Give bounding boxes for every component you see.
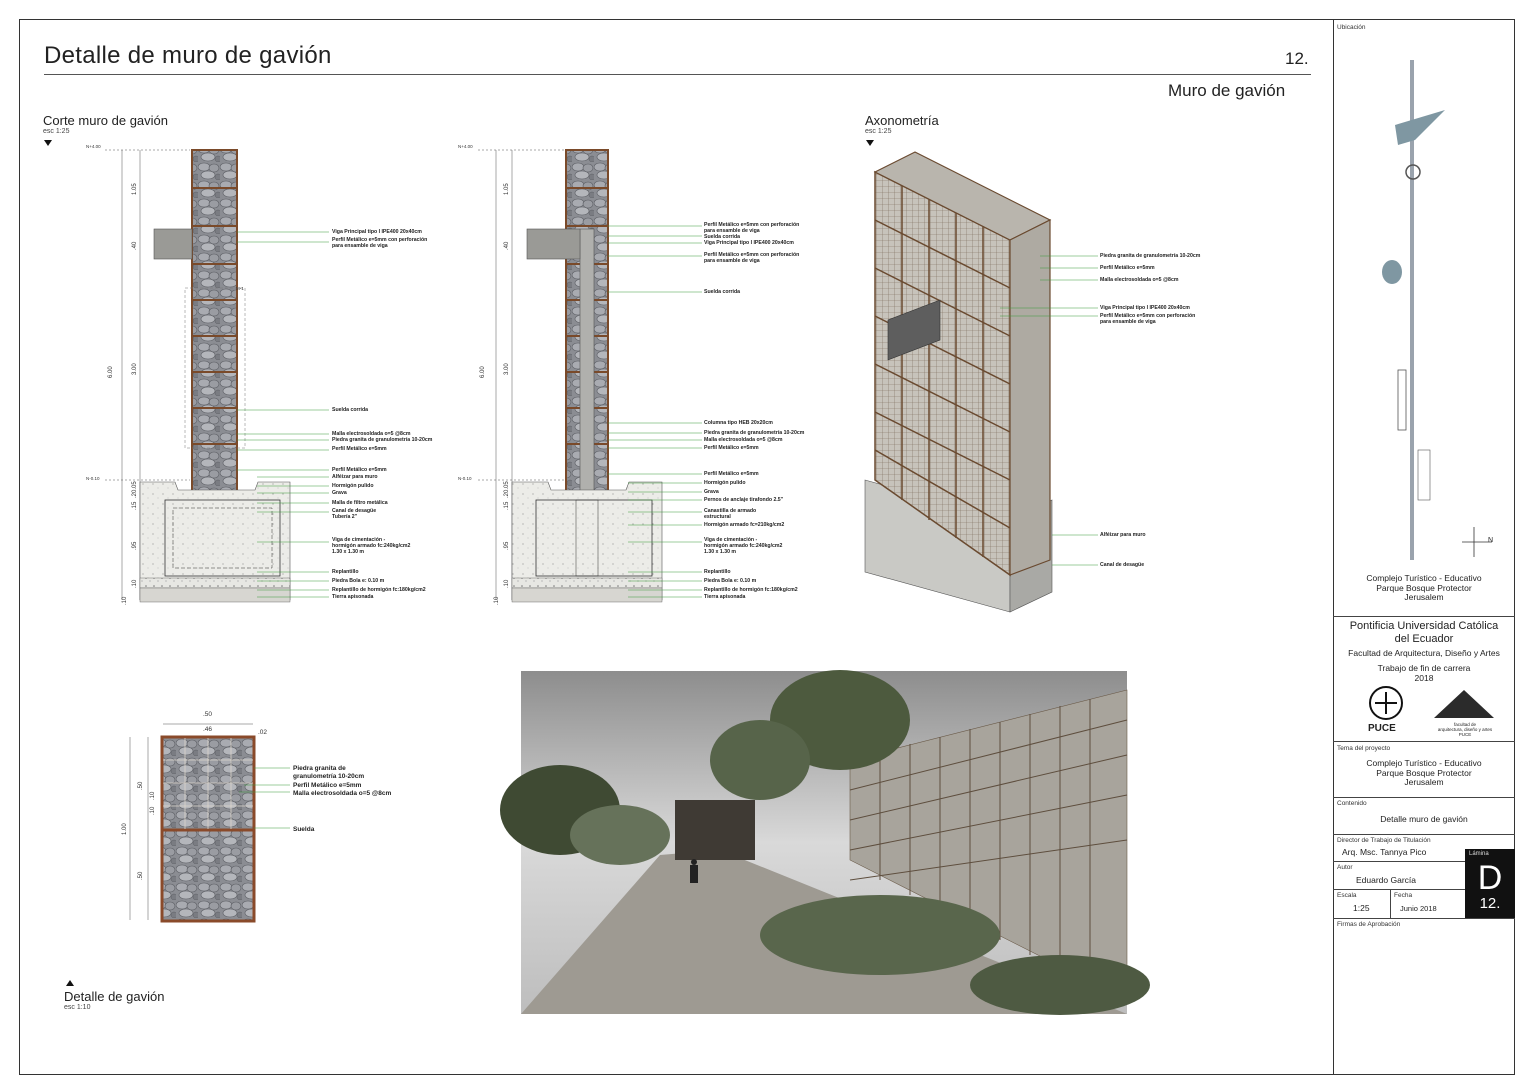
sheet-title: Detalle de muro de gavión <box>44 42 332 69</box>
annotation: Malla de filtro metálica <box>332 500 388 506</box>
gabion-detail-title: Detalle de gavión <box>64 989 165 1004</box>
gabion-detail-scale: esc 1:10 <box>64 1004 91 1011</box>
annotation: Piedra granita de granulometría 10-20cm <box>1100 253 1201 259</box>
puce-logo-text: PUCE <box>1368 723 1396 734</box>
dim-text: .40 <box>132 241 138 250</box>
annotation: Perfil Metálico e=5mm <box>1100 265 1155 271</box>
director-label: Director de Trabajo de Titulación <box>1337 837 1431 844</box>
annotation: Perfil Metálico e=5mm con perforación para ensamble de viga <box>704 222 800 234</box>
director-value: Arq. Msc. Tannya Pico <box>1342 847 1427 857</box>
annotation: Suelda corrida <box>704 289 741 295</box>
dim-text: 3.00 <box>504 363 510 375</box>
dim-text: .10 <box>132 579 138 588</box>
section-wall-title: Corte muro de gavión <box>43 113 169 128</box>
annotation: Replantillo de hormigón fc:180kg/cm2 <box>704 587 798 593</box>
dim-text: .10 <box>150 791 156 800</box>
annotation: Piedra Bola e: 0.10 m <box>332 578 385 584</box>
annotation: Piedra Bola e: 0.10 m <box>704 578 757 584</box>
annotation: Piedra granita de granulometría 10-20cm <box>704 430 805 436</box>
dim-text: 1.00 <box>122 823 128 835</box>
dim-text: .10 <box>122 596 128 605</box>
escala-value: 1:25 <box>1353 903 1370 913</box>
annotation: Perfil Metálico e=5mm <box>332 467 387 473</box>
dim-text: .10 <box>494 596 500 605</box>
annotation: Alféizar para muro <box>1100 532 1146 538</box>
annotation: Perfil Metálico e=5mm <box>704 471 759 477</box>
tema-label: Tema del proyecto <box>1337 745 1391 752</box>
annotation: Hormigón armado fc=210kg/cm2 <box>704 522 785 528</box>
level-mark: N+4.00 <box>458 144 473 149</box>
annotation: Malla electrosoldada o=5 @8cm <box>293 790 392 797</box>
ubicacion-label: Ubicación <box>1337 24 1366 31</box>
dim-text: 1.05 <box>504 183 510 195</box>
level-mark: N-0.10 <box>458 476 472 481</box>
axonometry-title: Axonometría <box>865 113 939 128</box>
autor-value: Eduardo García <box>1356 875 1417 885</box>
lamina-label: Lámina <box>1469 851 1489 857</box>
annotation: Alféizar para muro <box>332 474 378 480</box>
annotation: Malla electrosoldada o=5 @8cm <box>1100 277 1179 283</box>
annotation: Pernos de anclaje tirafondo 2.5" <box>704 497 784 503</box>
dim-text: .15 <box>132 501 138 510</box>
annotation: Viga Principal tipo I IPE400 20x40cm <box>332 229 422 235</box>
annotation: Tierra apisonada <box>332 594 374 600</box>
divider <box>1333 889 1465 890</box>
dim-text: .20.05 <box>504 481 510 498</box>
section-marker-icon <box>866 140 874 146</box>
dim-text: .40 <box>504 241 510 250</box>
render-image <box>500 670 1150 1015</box>
dim-text: .15 <box>504 501 510 510</box>
detail-tag: M-1 <box>236 286 244 291</box>
dim-text: .95 <box>132 541 138 550</box>
annotation: Suelda corrida <box>332 407 369 413</box>
lamina-box <box>1465 849 1515 918</box>
lamina-number: 12. <box>1479 895 1501 912</box>
annotation: Perfil Metálico e=5mm <box>332 446 387 452</box>
dim-text: .95 <box>504 541 510 550</box>
axonometry-scale: esc 1:25 <box>865 128 892 135</box>
contenido-value: Detalle muro de gavión <box>1380 814 1468 824</box>
annotation: Suelda <box>293 826 315 833</box>
fecha-label: Fecha <box>1394 892 1413 899</box>
dim-text: .20.05 <box>132 481 138 498</box>
annotation: Hormigón pulido <box>332 483 374 489</box>
annotation: Malla electrosoldada o=5 @8cm <box>704 437 783 443</box>
dim-text: .02 <box>258 729 268 736</box>
university-name: Pontificia Universidad Católica del Ecuador <box>1349 620 1499 645</box>
annotation: Perfil Metálico e=5mm con perforación para ensamble de viga <box>332 237 428 249</box>
divider <box>1333 741 1515 742</box>
annotation: Piedra granita de granulometría 10-20cm <box>332 437 433 443</box>
dim-text: .50 <box>138 871 144 880</box>
annotation: Grava <box>332 490 347 496</box>
annotation: Tierra apisonada <box>704 594 746 600</box>
annotation: Perfil Metálico e=5mm con perforación para ensamble de viga <box>1100 313 1196 325</box>
divider <box>1390 889 1391 918</box>
gabion-detail-drawing <box>130 724 254 921</box>
north-label: N <box>1488 537 1494 544</box>
section-wall-scale: esc 1:25 <box>43 128 70 135</box>
annotation: Canastilla de armado estructural <box>704 508 757 520</box>
annotation: Viga de cimentación - hormigón armado fc:240kg/cm2 1.30 x 1.30 m <box>704 537 783 555</box>
annotation: Replantillo <box>704 569 731 575</box>
fecha-value: Junio 2018 <box>1400 904 1437 913</box>
annotation: Viga Principal tipo I IPE400 20x40cm <box>704 240 794 246</box>
annotation: Canal de desagüe <box>1100 562 1145 568</box>
annotation: Hormigón pulido <box>704 480 746 486</box>
annotation: Malla electrosoldada o=5 @8cm <box>332 431 411 437</box>
annotation: Perfil Metálico e=5mm <box>704 445 759 451</box>
project-name: Complejo Turístico - Educativo Parque Bosque Protector Jerusalem <box>1366 573 1482 602</box>
work-type: Trabajo de fin de carrera 2018 <box>1377 663 1471 683</box>
annotation: Perfil Metálico e=5mm con perforación para ensamble de viga <box>704 252 800 264</box>
lamina-letter: D <box>1477 859 1503 897</box>
divider <box>1333 797 1515 798</box>
escala-label: Escala <box>1337 892 1357 899</box>
divider <box>1333 861 1465 862</box>
annotation: Columna tipo HEB 20x20cm <box>704 420 773 426</box>
annotation: Piedra granita de granulometría 10-20cm <box>293 765 365 780</box>
divider <box>1333 918 1515 919</box>
dim-text: 6.00 <box>480 366 486 378</box>
dim-text: .10 <box>150 806 156 815</box>
annotation: Viga Principal tipo I IPE400 20x40cm <box>1100 305 1190 311</box>
annotation: Suelda corrida <box>704 234 741 240</box>
sheet-number: 12. <box>1285 49 1309 68</box>
divider <box>1333 834 1515 835</box>
dim-text: .50 <box>203 711 213 718</box>
annotation: Replantillo de hormigón fc:180kg/cm2 <box>332 587 426 593</box>
tema-value: Complejo Turístico - Educativo Parque Bosque Protector Jerusalem <box>1366 758 1482 787</box>
contenido-label: Contenido <box>1337 800 1367 807</box>
section-marker-icon <box>66 980 74 986</box>
dim-text: 6.00 <box>108 366 114 378</box>
dim-text: 1.05 <box>132 183 138 195</box>
dim-text: .10 <box>504 579 510 588</box>
faculty-name: Facultad de Arquitectura, Diseño y Artes <box>1348 648 1500 658</box>
sheet-subtitle: Muro de gavión <box>1168 81 1286 100</box>
dim-text: .50 <box>138 781 144 790</box>
dim-text: 3.00 <box>132 363 138 375</box>
dim-text: .46 <box>203 726 213 733</box>
autor-label: Autor <box>1337 864 1353 871</box>
annotation: Perfil Metálico e=5mm <box>293 782 362 789</box>
annotation: Replantillo <box>332 569 359 575</box>
level-mark: N+4.00 <box>86 144 101 149</box>
firmas-label: Firmas de Aprobación <box>1337 921 1401 928</box>
level-mark: N-0.10 <box>86 476 100 481</box>
annotation: Viga de cimentación - hormigón armado fc:240kg/cm2 1.30 x 1.30 m <box>332 537 411 555</box>
annotation: Grava <box>704 489 719 495</box>
annotation: Canal de desagüe Tubería 2" <box>332 508 377 520</box>
divider <box>1333 616 1515 617</box>
faculty-logo-text: facultad de arquitectura, diseño y artes PUCE <box>1437 722 1493 737</box>
